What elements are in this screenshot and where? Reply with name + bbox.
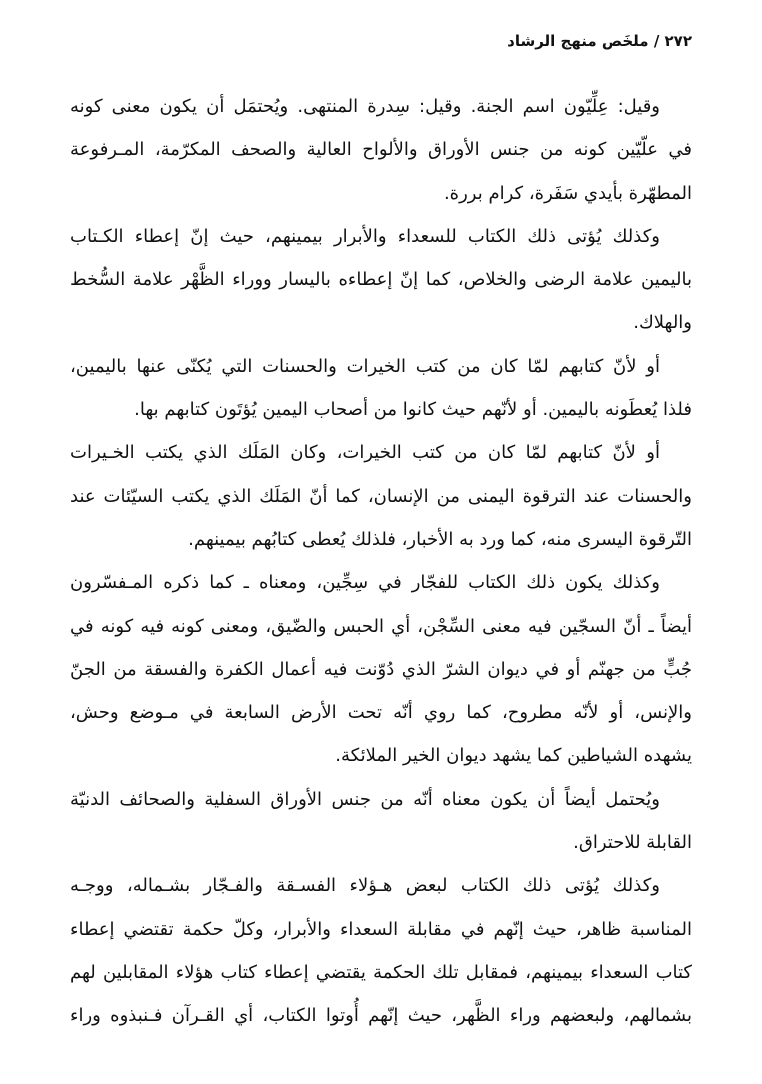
text-line: أيضاً ـ أنّ السجّين فيه معنى السِّجْن، أي الحبس والضّيق، ومعنى كونه فيه كونه في	[70, 615, 692, 637]
paragraph	[70, 864, 692, 1037]
header-separator: /	[653, 32, 660, 50]
text-line: المناسبة ظاهر، حيث إنّهم في مقابلة السعداء والأبرار، وكلّ حكمة تقتضي إعطاء	[70, 918, 692, 940]
text-line: والهلاك.	[633, 312, 692, 334]
text-line: والحسنات عند الترقوة اليمنى من الإنسان، كما أنّ المَلَك الذي يكتب السيّئات عند	[70, 485, 692, 507]
text-line: بشمالهم، ولبعضهم وراء الظَّهر، حيث إنّهم أُوتوا الكتاب، أي القـرآن فـنبذوه وراء	[70, 1005, 692, 1027]
text-line: التّرقوة اليسرى منه، كما ورد به الأخبار، فلذلك يُعطى كتابُهم بيمينهم.	[188, 528, 692, 550]
paragraph	[70, 345, 692, 432]
text-line: يشهده الشياطين كما يشهد ديوان الخير الملائكة.	[335, 745, 692, 767]
text-line: وكذلك يكون ذلك الكتاب للفجّار في سِجِّين، ومعناه ـ كما ذكره المـفسّرون	[70, 572, 660, 594]
text-line: أو لأنّ كتابهم لمّا كان من كتب الخيرات والحسنات التي يُكنّى عنها باليمين،	[70, 355, 660, 377]
text-line: ويُحتمل أيضاً أن يكون معناه أنّه من جنس الأوراق السفلية والصحائف الدنيّة	[70, 788, 660, 810]
page-number: ٢٧٢	[664, 32, 692, 50]
book-title: ملخَص منهج الرشاد	[507, 32, 649, 50]
text-line: وقيل: عِلِّيّون اسم الجنة. وقيل: سِدرة المنتهى. ويُحتمَل أن يكون معنى كونه	[70, 96, 660, 117]
text-line: فلذا يُعطَونه باليمين. أو لأنّهم حيث كانوا من أصحاب اليمين يُؤتَون كتابهم بها.	[134, 399, 692, 421]
paragraph	[70, 431, 692, 561]
text-line: والإنس، أو لأنّه مطروح، كما روي أنّه تحت الأرض السابعة في مـوضع وحش،	[70, 702, 692, 724]
running-header	[507, 32, 692, 50]
text-line: كتاب السعداء بيمينهم، فمقابل تلك الحكمة يقتضي إعطاء كتاب هؤلاء المقابلين لهم	[70, 961, 692, 983]
page-body	[70, 85, 692, 1038]
text-line: وكذلك يُؤتى ذلك الكتاب للسعداء والأبرار بيمينهم، حيث إنّ إعطاء الكـتاب	[70, 225, 660, 247]
text-line: باليمين علامة الرضى والخلاص، كما إنّ إعطاءه باليسار ووراء الظَّهْر علامة السُّخط	[70, 269, 692, 291]
paragraph	[70, 85, 692, 215]
paragraph	[70, 215, 692, 345]
text-line: القابلة للاحتراق.	[573, 832, 692, 854]
text-line: جُبٍّ من جهنّم أو في ديوان الشرّ الذي دُوّنت فيه أعمال الكفرة والفسقة من الجنّ	[70, 658, 692, 680]
paragraph	[70, 561, 692, 777]
paragraph	[70, 778, 692, 865]
text-line: المطهّرة بأيدي سَفَرة، كرام بررة.	[443, 182, 692, 204]
text-line: وكذلك يُؤتى ذلك الكتاب لبعض هـؤلاء الفسـقة والفـجّار بشـماله، ووجـه	[70, 875, 660, 897]
text-line: أو لأنّ كتابهم لمّا كان من كتب الخيرات، وكان المَلَك الذي يكتب الخـيرات	[70, 442, 660, 464]
text-line: في علّيّين كونه من جنس الأوراق والألواح العالية والصحف المكرّمة، المـرفوعة	[70, 139, 692, 161]
